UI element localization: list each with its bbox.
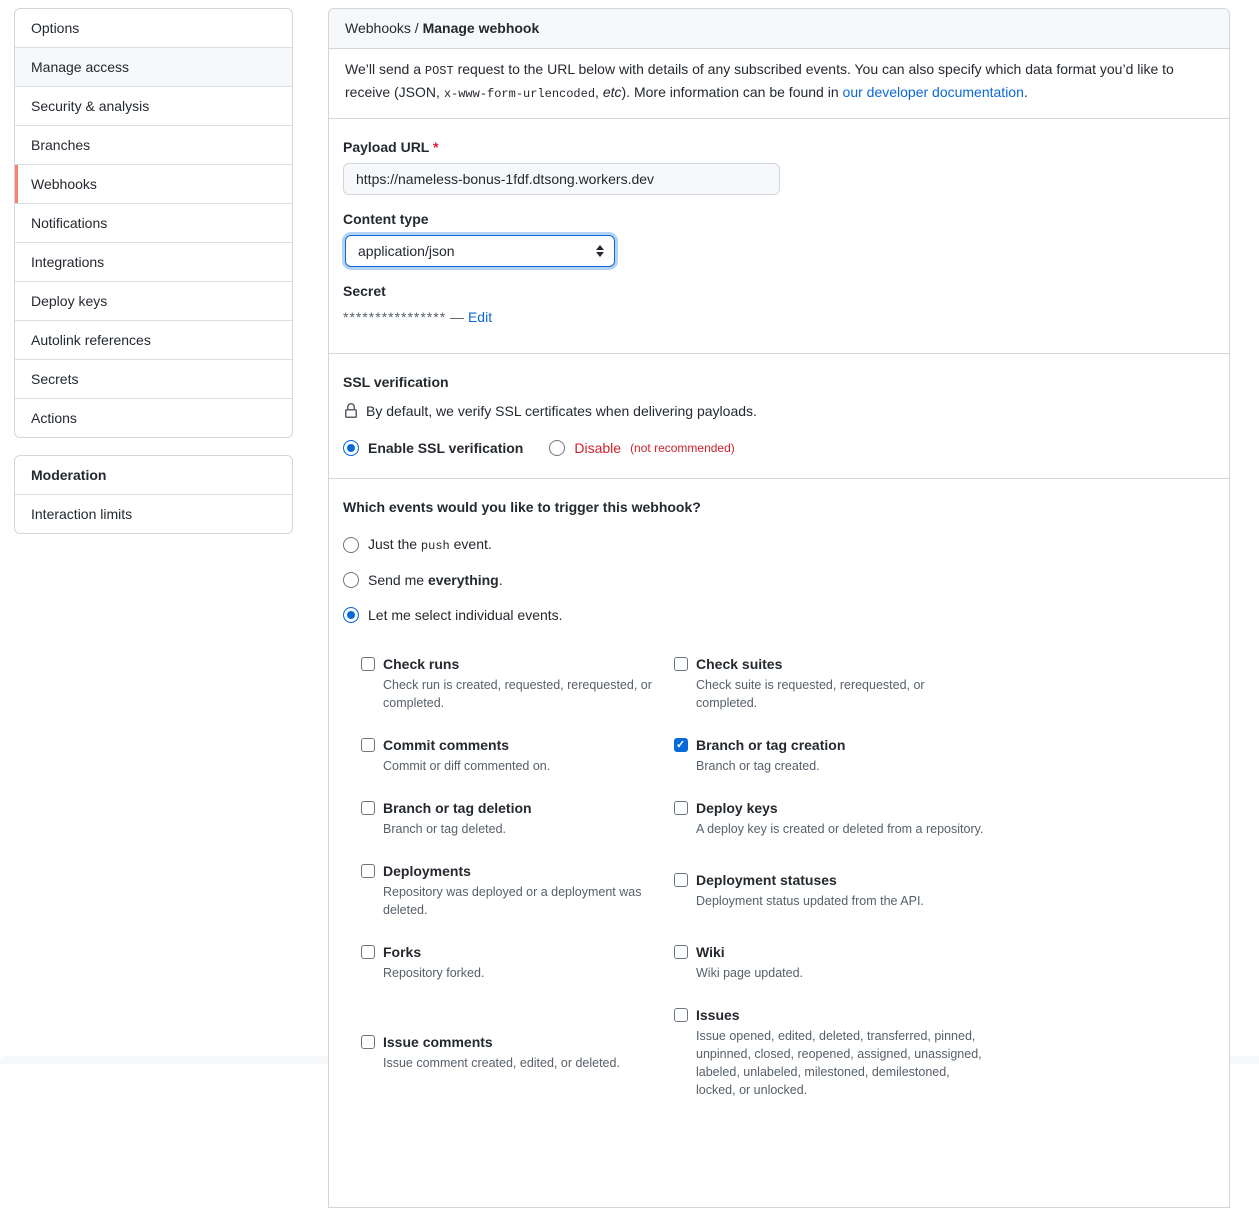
ssl-disable-note: (not recommended) xyxy=(630,441,735,455)
sidebar-item-secrets[interactable]: Secrets xyxy=(15,360,292,399)
event-description: Branch or tag created. xyxy=(696,759,820,773)
event-check-runs xyxy=(361,654,674,712)
radio-button[interactable] xyxy=(549,440,565,456)
sidebar-item-manage-access[interactable]: Manage access xyxy=(15,48,292,87)
sidebar-item-notifications[interactable]: Notifications xyxy=(15,204,292,243)
radio-button[interactable] xyxy=(343,572,359,588)
option-just-push[interactable] xyxy=(343,536,1215,553)
event-wiki xyxy=(674,942,987,982)
event-description: Check suite is requested, rerequested, or completed. xyxy=(696,678,925,710)
event-check-suites xyxy=(674,654,987,712)
breadcrumb-separator: / xyxy=(410,20,423,36)
breadcrumb-current: Manage webhook xyxy=(422,20,540,36)
moderation-header: Moderation xyxy=(15,456,292,495)
event-forks xyxy=(361,942,674,982)
sidebar-item-options[interactable]: Options xyxy=(15,9,292,48)
event-title[interactable]: Deployment statuses xyxy=(696,872,837,888)
checkbox[interactable] xyxy=(361,801,375,815)
event-title[interactable]: Branch or tag creation xyxy=(696,737,846,753)
webhook-intro-text xyxy=(329,49,1229,119)
ssl-note xyxy=(343,403,1215,419)
content-type-select[interactable] xyxy=(345,235,615,267)
settings-menu xyxy=(14,8,293,438)
event-commit-comments xyxy=(361,735,674,775)
event-row xyxy=(361,798,1215,838)
event-title[interactable]: Wiki xyxy=(696,944,725,960)
event-title[interactable]: Check suites xyxy=(696,656,783,672)
event-title[interactable]: Branch or tag deletion xyxy=(383,800,532,816)
payload-url-label-text: Payload URL xyxy=(343,139,430,155)
intro-text: ). More information can be found in xyxy=(621,84,843,100)
event-description: Wiki page updated. xyxy=(696,966,804,980)
radio-button[interactable] xyxy=(343,440,359,456)
event-description: Issue opened, edited, deleted, transferred, pinned, unpinned, closed, reopened, assigned, unassigned, labeled, unlabeled, milestoned, demilestoned, locked, or unlocked. xyxy=(696,1029,982,1097)
intro-text: request to the URL below with details of any subscribed events. You can also specify which data format you’d like to receive (JSON, xyxy=(345,61,1174,100)
secret-edit-link[interactable]: Edit xyxy=(467,309,493,325)
radio-button[interactable] xyxy=(343,607,359,623)
checkbox[interactable] xyxy=(361,657,375,671)
option-label: Let me select individual events. xyxy=(368,607,563,623)
events-checkbox-grid xyxy=(361,654,1215,1099)
checkbox[interactable] xyxy=(361,864,375,878)
sidebar-item-integrations[interactable]: Integrations xyxy=(15,243,292,282)
event-row xyxy=(361,1005,1215,1099)
event-row xyxy=(361,654,1215,712)
ssl-note-text: By default, we verify SSL certificates when delivering payloads. xyxy=(366,403,757,419)
sidebar-item-webhooks[interactable]: Webhooks xyxy=(15,165,292,204)
event-deploy-keys xyxy=(674,798,987,838)
content-type-selected-value: application/json xyxy=(358,243,455,259)
events-section xyxy=(329,499,1229,1099)
event-title[interactable]: Forks xyxy=(383,944,422,960)
event-description: Repository was deployed or a deployment was deleted. xyxy=(383,885,642,917)
event-description: Check run is created, requested, rerequested, or completed. xyxy=(383,678,652,710)
event-title[interactable]: Check runs xyxy=(383,656,460,672)
event-deployment-statuses xyxy=(674,870,987,910)
secret-label: Secret xyxy=(343,283,386,299)
checkbox[interactable] xyxy=(674,873,688,887)
event-trigger-radio-group xyxy=(343,536,1215,623)
ssl-disable-option[interactable] xyxy=(549,440,734,456)
ssl-heading: SSL verification xyxy=(343,374,449,390)
event-title[interactable]: Issue comments xyxy=(383,1034,493,1050)
breadcrumb-parent[interactable]: Webhooks xyxy=(345,20,411,36)
checkbox[interactable] xyxy=(674,657,688,671)
checkbox[interactable] xyxy=(361,738,375,752)
event-description: Deployment status updated from the API. xyxy=(696,894,924,908)
sidebar-item-branches[interactable]: Branches xyxy=(15,126,292,165)
checkbox[interactable] xyxy=(674,801,688,815)
intro-code-urlencoded: x-www-form-urlencoded xyxy=(443,87,596,101)
required-asterisk: * xyxy=(433,139,439,155)
ssl-disable-label: Disable xyxy=(574,440,622,456)
event-deployments xyxy=(361,861,674,919)
checkbox[interactable] xyxy=(361,1035,375,1049)
intro-code-post: POST xyxy=(424,64,454,78)
content-type-label: Content type xyxy=(343,211,429,227)
lock-icon xyxy=(343,403,359,419)
option-label: Just the push event. xyxy=(368,536,492,553)
event-description: A deploy key is created or deleted from a repository. xyxy=(696,822,984,836)
webhook-settings-panel xyxy=(328,8,1230,1208)
option-send-everything[interactable] xyxy=(343,572,1215,588)
section-divider xyxy=(329,353,1229,354)
event-title[interactable]: Deployments xyxy=(383,863,471,879)
payload-url-label xyxy=(343,139,1215,155)
event-title[interactable]: Deploy keys xyxy=(696,800,778,816)
event-description: Issue comment created, edited, or deleted. xyxy=(383,1056,620,1070)
radio-button[interactable] xyxy=(343,537,359,553)
intro-text: We’ll send a xyxy=(345,61,425,77)
checkbox[interactable] xyxy=(674,738,688,752)
settings-sidebar xyxy=(14,8,293,534)
ssl-enable-option[interactable] xyxy=(343,440,523,456)
event-branch-tag-deletion xyxy=(361,798,674,838)
event-row xyxy=(361,942,1215,982)
event-description: Commit or diff commented on. xyxy=(383,759,551,773)
ssl-verification-section xyxy=(329,374,1229,456)
payload-url-input[interactable] xyxy=(343,163,780,195)
sidebar-item-deploy-keys[interactable]: Deploy keys xyxy=(15,282,292,321)
secret-masked-value: **************** xyxy=(343,309,447,325)
event-row xyxy=(361,861,1215,919)
ssl-radio-group xyxy=(343,440,1215,456)
select-caret-icon xyxy=(596,245,604,257)
intro-etc: etc xyxy=(602,84,622,100)
events-heading: Which events would you like to trigger this webhook? xyxy=(343,499,701,515)
section-divider xyxy=(329,478,1229,479)
breadcrumb xyxy=(329,9,1229,49)
event-branch-tag-creation xyxy=(674,735,987,775)
sidebar-item-autolink-references[interactable]: Autolink references xyxy=(15,321,292,360)
checkbox[interactable] xyxy=(674,1008,688,1022)
sidebar-item-security-analysis[interactable]: Security & analysis xyxy=(15,87,292,126)
intro-text: . xyxy=(1023,84,1028,100)
option-individual-events[interactable] xyxy=(343,607,1215,623)
event-title[interactable]: Commit comments xyxy=(383,737,510,753)
event-issues xyxy=(674,1005,987,1099)
event-row xyxy=(361,735,1215,775)
event-title[interactable]: Issues xyxy=(696,1007,740,1023)
option-label: Send me everything. xyxy=(368,572,503,588)
ssl-enable-label: Enable SSL verification xyxy=(368,440,524,456)
secret-row xyxy=(343,309,1215,325)
event-description: Repository forked. xyxy=(383,966,485,980)
moderation-menu xyxy=(14,455,293,534)
checkbox[interactable] xyxy=(674,945,688,959)
intro-text: , xyxy=(595,84,603,100)
sidebar-item-actions[interactable]: Actions xyxy=(31,410,77,426)
checkbox[interactable] xyxy=(361,945,375,959)
event-description: Branch or tag deleted. xyxy=(383,822,506,836)
developer-documentation-link[interactable]: our developer documentation xyxy=(842,84,1024,100)
secret-separator: — xyxy=(446,309,468,325)
sidebar-item-interaction-limits[interactable]: Interaction limits xyxy=(31,506,133,522)
event-issue-comments xyxy=(361,1032,674,1072)
